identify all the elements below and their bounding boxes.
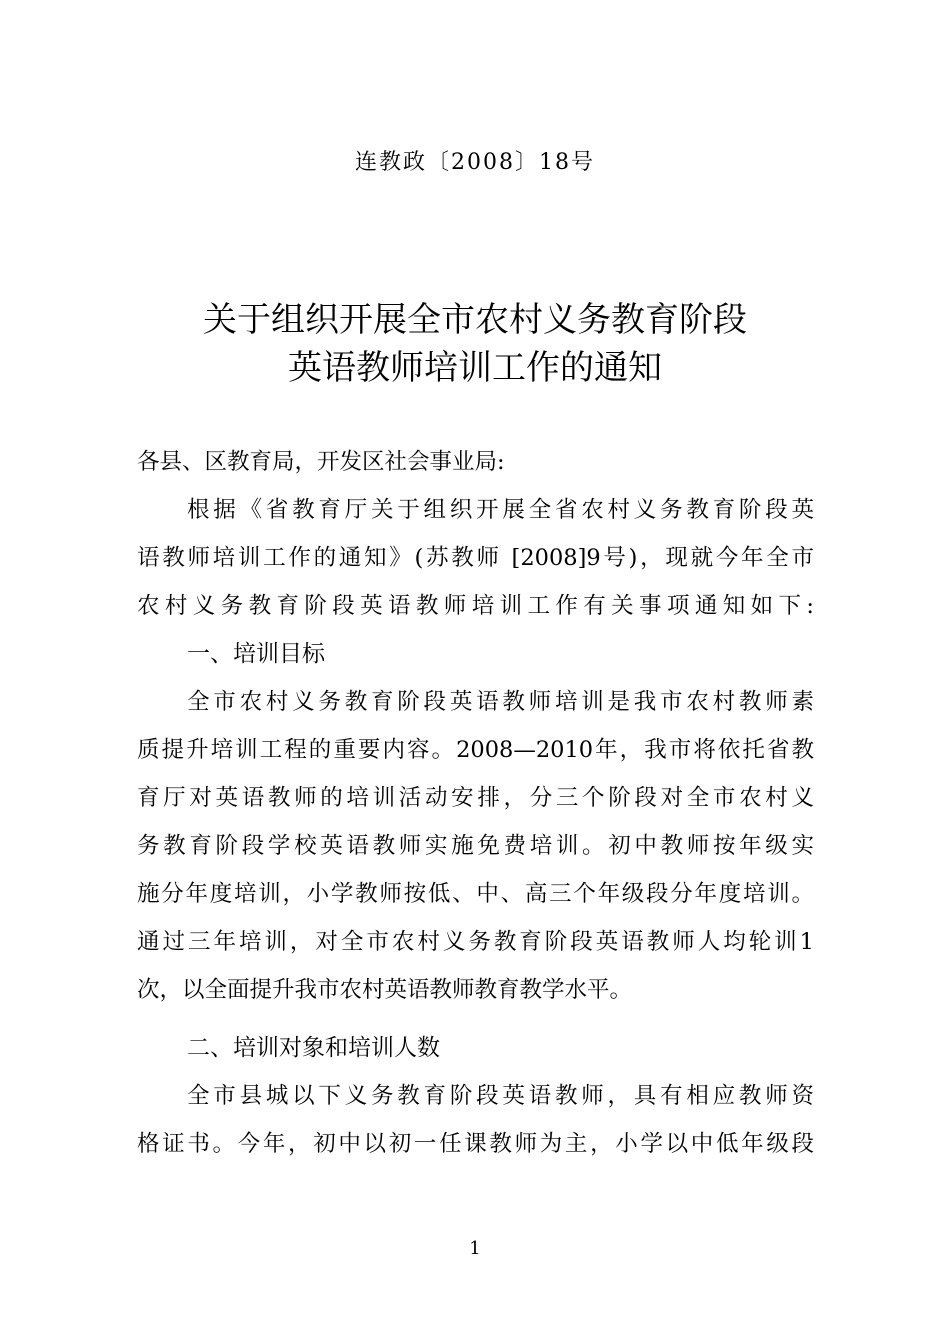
title-line-1: 关于组织开展全市农村义务教育阶段 — [203, 300, 747, 340]
paragraph-gap — [137, 1014, 814, 1024]
salutation: 各县、区教育局，开发区社会事业局: — [137, 449, 505, 475]
intro-line-3: 农村义务教育阶段英语教师培训工作有关事项通知如下: — [137, 593, 814, 619]
page-number: 1 — [469, 1238, 481, 1259]
section2-line-1: 全市县城以下义务教育阶段英语教师，具有相应教师资 — [187, 1083, 814, 1109]
section1-line-5: 施分年度培训，小学教师按低、中、高三个年级段分年度培训。 — [137, 881, 814, 907]
section-heading-objectives: 一、培训目标 — [187, 641, 325, 667]
section-heading-participants: 二、培训对象和培训人数 — [187, 1035, 440, 1061]
intro-line-1: 根据《省教育厅关于组织开展全省农村义务教育阶段英 — [187, 497, 814, 523]
title-line-2: 英语教师培训工作的通知 — [288, 348, 662, 388]
section1-line-2: 质提升培训工程的重要内容。2008—2010年，我市将依托省教 — [137, 737, 814, 763]
document-number: 连教政〔2008〕18号 — [355, 150, 595, 175]
document-body — [137, 438, 814, 1168]
section2-line-2: 格证书。今年，初中以初一任课教师为主，小学以中低年级段 — [137, 1131, 814, 1157]
document-title — [0, 296, 950, 392]
section1-line-6: 通过三年培训，对全市农村义务教育阶段英语教师人均轮训1 — [137, 929, 814, 955]
section1-line-7: 次，以全面提升我市农村英语教师教育教学水平。 — [137, 977, 633, 1003]
section1-line-4: 务教育阶段学校英语教师实施免费培训。初中教师按年级实 — [137, 833, 814, 859]
section1-line-1: 全市农村义务教育阶段英语教师培训是我市农村教师素 — [187, 689, 814, 715]
section1-line-3: 育厅对英语教师的培训活动安排，分三个阶段对全市农村义 — [137, 785, 814, 811]
intro-line-2: 语教师培训工作的通知》(苏教师 [2008]9号)，现就今年全市 — [137, 545, 814, 571]
